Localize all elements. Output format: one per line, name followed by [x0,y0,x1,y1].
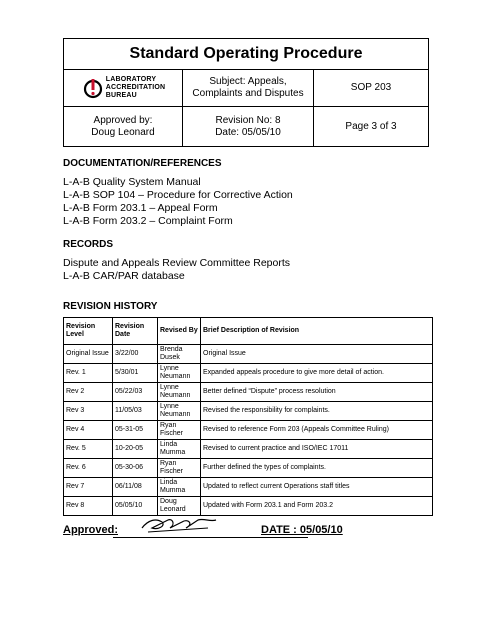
cell-date: 05/22/03 [113,383,158,402]
cell-description: Updated to reflect current Operations staff titles [201,478,433,497]
revision-cell: Revision No: 8 Date: 05/05/10 [183,107,314,147]
table-row [64,440,433,459]
cell-level: Rev 4 [64,421,113,440]
sop-header-table [63,38,429,147]
sop-number: SOP 203 [314,70,429,107]
signature-line [113,537,308,538]
revision-history-table [63,317,433,516]
table-row [64,421,433,440]
doc-item: L-A-B Form 203.2 – Complaint Form [63,215,233,227]
cell-date: 11/05/03 [113,402,158,421]
cell-date: 05/05/10 [113,497,158,516]
table-header-row [64,318,433,345]
cell-date: 06/11/08 [113,478,158,497]
signature-icon [138,514,218,538]
subject-cell: Subject: Appeals, Complaints and Disputes [183,70,314,107]
col-header: Revised By [158,318,201,345]
cell-level: Rev 7 [64,478,113,497]
table-row [64,459,433,478]
table-row [64,478,433,497]
table-row [64,402,433,421]
cell-date: 5/30/01 [113,364,158,383]
approval-date: DATE : 05/05/10 [261,524,343,536]
cell-revised-by: Lynne Neumann [158,383,201,402]
col-header: Brief Description of Revision [201,318,433,345]
record-item: L-A-B CAR/PAR database [63,270,185,282]
table-row [64,345,433,364]
col-header: Revision Date [113,318,158,345]
cell-level: Original Issue [64,345,113,364]
doc-item: L-A-B SOP 104 – Procedure for Corrective Action [63,189,293,201]
sop-title: Standard Operating Procedure [64,39,429,70]
cell-level: Rev. 6 [64,459,113,478]
cell-revised-by: Linda Mumma [158,440,201,459]
cell-level: Rev 2 [64,383,113,402]
cell-level: Rev 8 [64,497,113,516]
lab-logo-cell [64,70,183,107]
records-heading: RECORDS [63,239,114,250]
cell-description: Expanded appeals procedure to give more detail of action. [201,364,433,383]
records-section [63,238,290,283]
cell-revised-by: Ryan Fischer [158,459,201,478]
col-header: Revision Level [64,318,113,345]
lab-logo-icon [83,77,103,99]
cell-description: Revised to current practice and ISO/IEC 17011 [201,440,433,459]
cell-description: Original Issue [201,345,433,364]
cell-revised-by: Brenda Dusek [158,345,201,364]
table-row [64,364,433,383]
documentation-section [63,157,293,228]
cell-level: Rev. 1 [64,364,113,383]
cell-date: 10-20-05 [113,440,158,459]
page-number: Page 3 of 3 [314,107,429,147]
cell-revised-by: Doug Leonard [158,497,201,516]
doc-item: L-A-B Form 203.1 – Appeal Form [63,202,218,214]
cell-level: Rev. 5 [64,440,113,459]
approved-label: Approved: [63,524,118,536]
table-row [64,497,433,516]
cell-revised-by: Lynne Neumann [158,402,201,421]
lab-logo-text: LABORATORY ACCREDITATION BUREAU [105,76,166,99]
cell-revised-by: Linda Mumma [158,478,201,497]
cell-description: Revised the responsibility for complaints. [201,402,433,421]
lab-logo [64,76,182,100]
cell-description: Updated with Form 203.1 and Form 203.2 [201,497,433,516]
cell-description: Better defined “Dispute” process resolution [201,383,433,402]
doc-item: L-A-B Quality System Manual [63,176,201,188]
record-item: Dispute and Appeals Review Committee Reports [63,257,291,269]
cell-level: Rev 3 [64,402,113,421]
cell-date: 3/22/00 [113,345,158,364]
cell-date: 05-30-06 [113,459,158,478]
revision-history-heading: REVISION HISTORY [63,301,158,312]
cell-date: 05-31-05 [113,421,158,440]
cell-description: Further defined the types of complaints. [201,459,433,478]
cell-revised-by: Lynne Neumann [158,364,201,383]
cell-revised-by: Ryan Fischer [158,421,201,440]
table-row [64,383,433,402]
cell-description: Revised to reference Form 203 (Appeals Committee Ruling) [201,421,433,440]
approved-by-cell: Approved by: Doug Leonard [64,107,183,147]
documentation-heading: DOCUMENTATION/REFERENCES [63,158,222,169]
